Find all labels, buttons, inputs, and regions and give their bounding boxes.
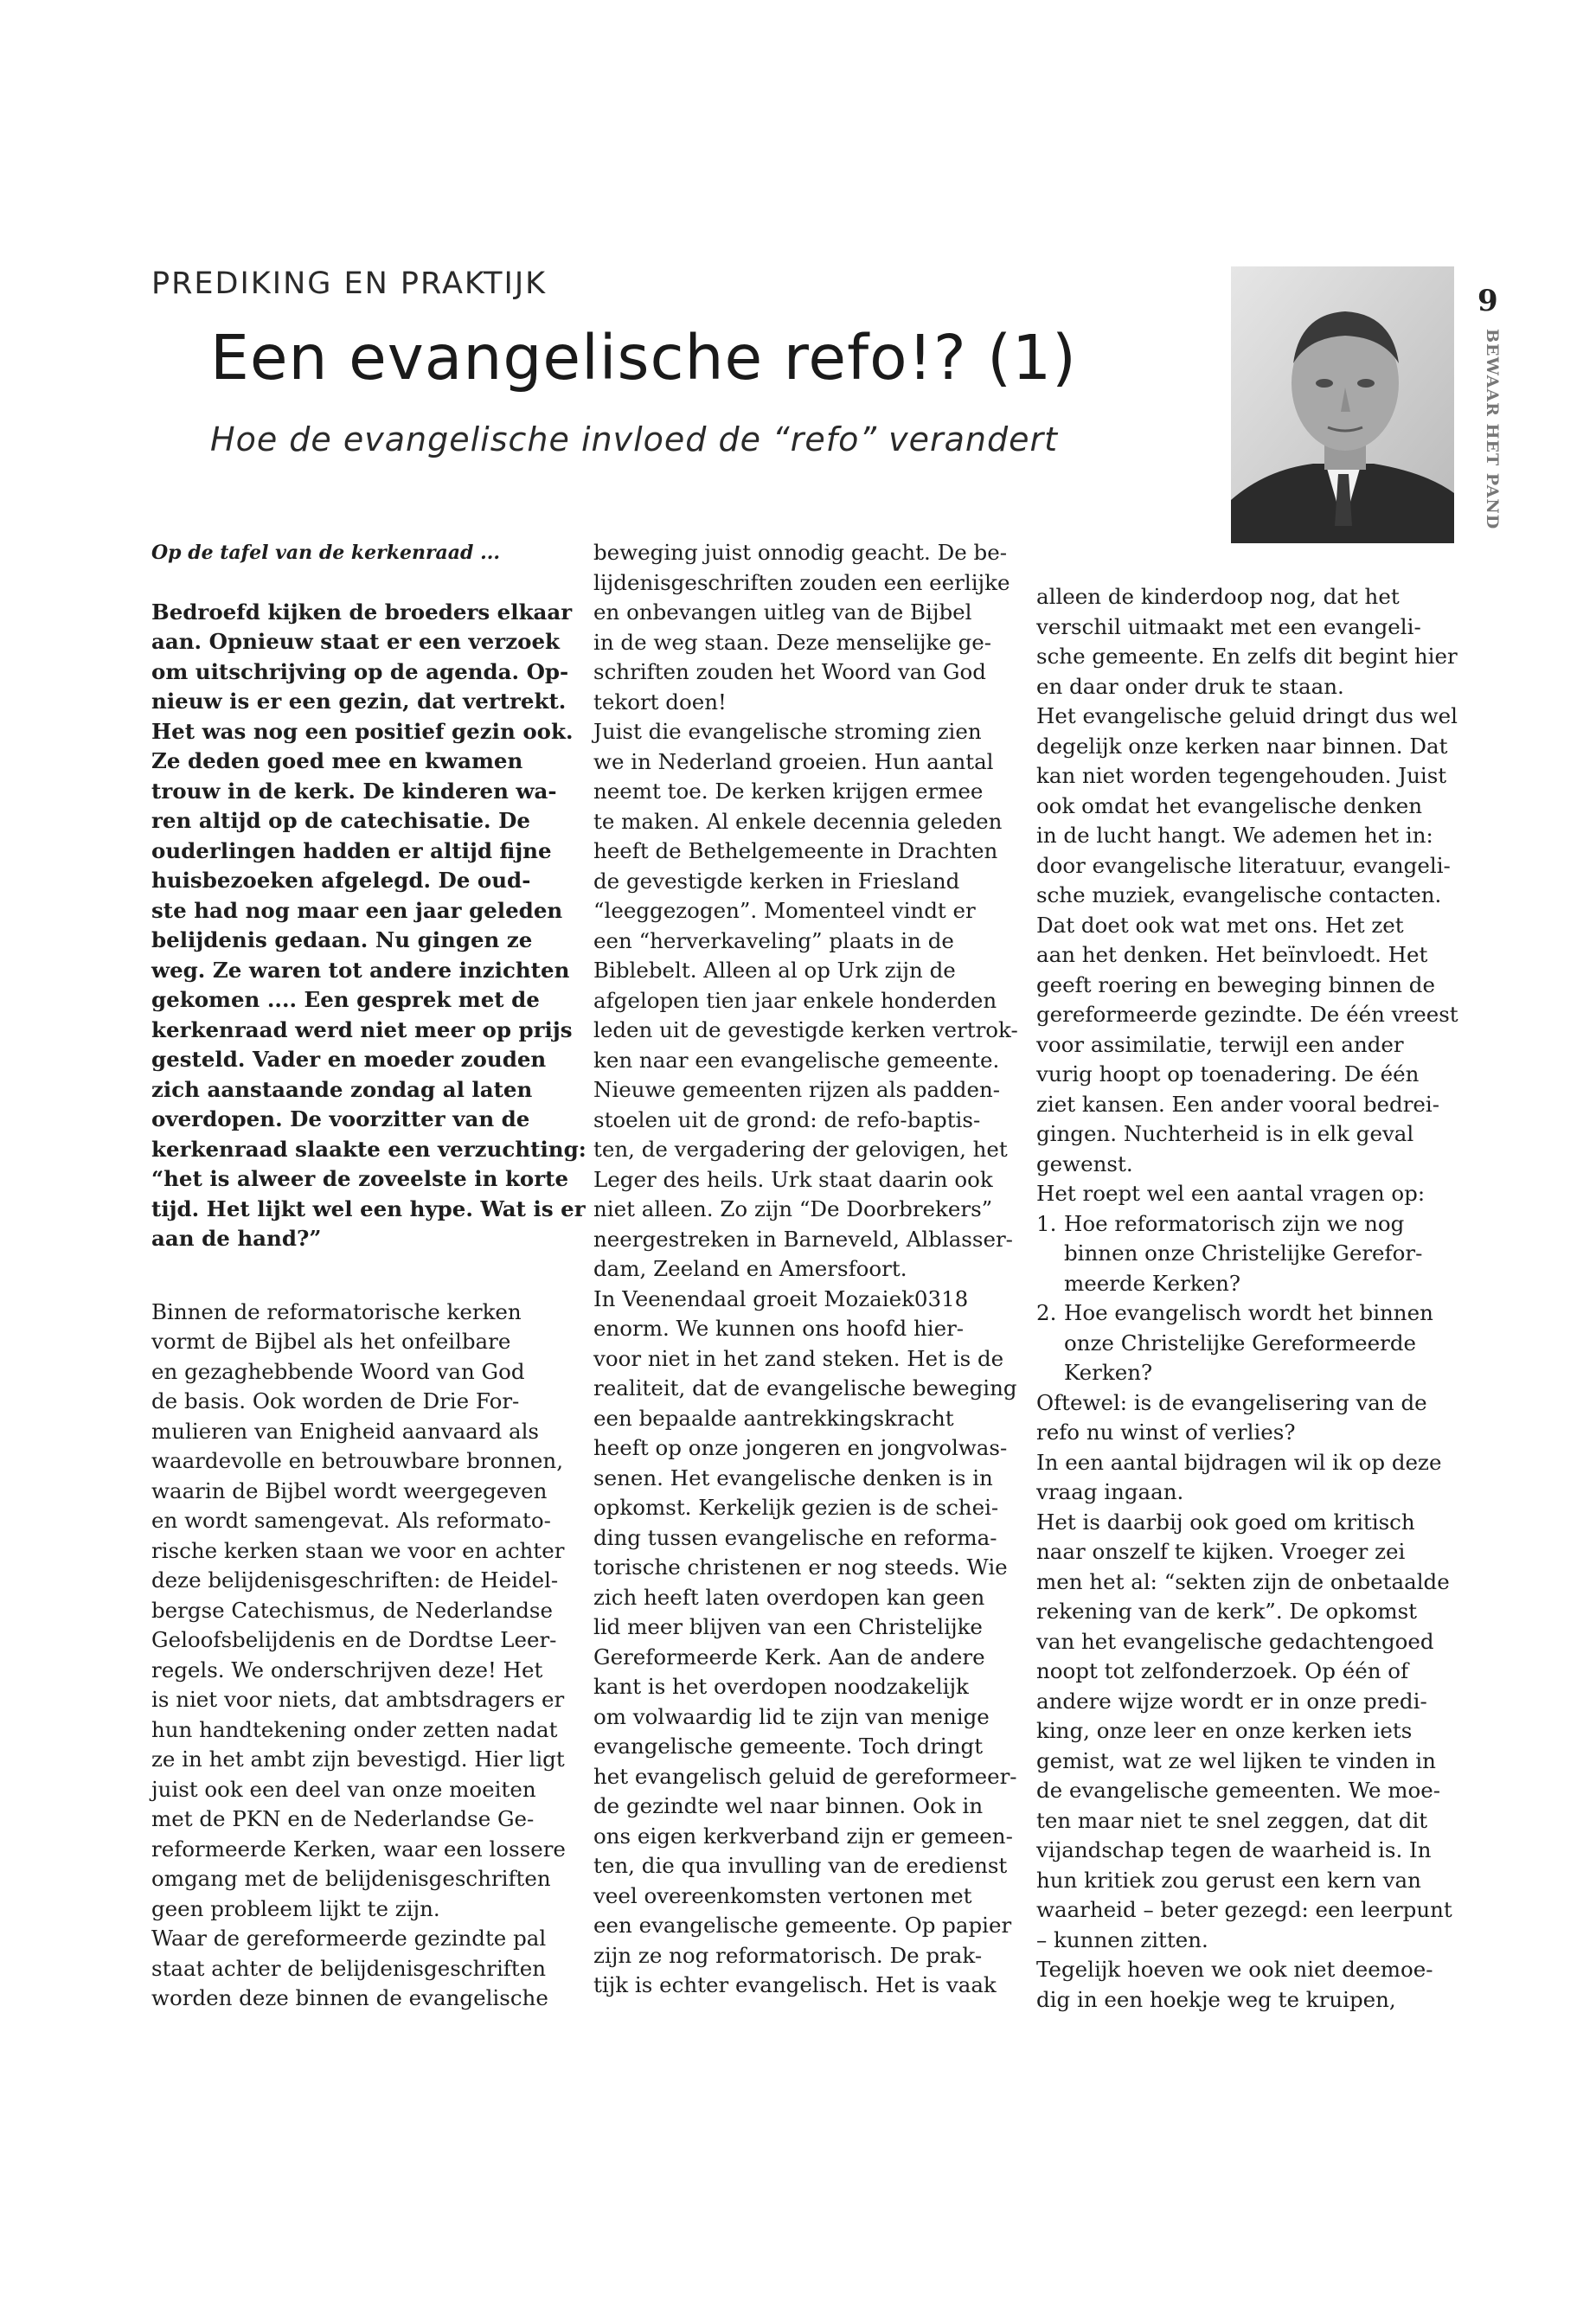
column-left	[151, 538, 586, 2014]
text-line: stoelen uit de grond: de refo-baptis-	[593, 1106, 981, 1132]
text-line: realiteit, dat de evangelische beweging	[593, 1375, 1017, 1400]
text-line: heeft de Bethelgemeente in Drachten	[593, 838, 998, 863]
text-line: binnen onze Christelijke Gerefor-	[1064, 1240, 1423, 1266]
text-line: lid meer blijven van een Christelijke	[593, 1614, 983, 1639]
column-middle	[593, 538, 1018, 2001]
text-line: ten, de vergadering der gelovigen, het	[593, 1137, 1008, 1162]
text-line: juist ook een deel van onze moeiten	[151, 1776, 536, 1802]
text-line: weg. Ze waren tot andere inzichten	[151, 957, 570, 983]
text-line: tijd. Het lijkt wel een hype. Wat is er	[151, 1195, 586, 1221]
text-line: gesteld. Vader en moeder zouden	[151, 1047, 547, 1072]
text-line: Het roept wel een aantal vragen op:	[1036, 1181, 1426, 1206]
text-line: ding tussen evangelische en reforma-	[593, 1524, 997, 1550]
text-line: ouderlingen hadden er altijd fijne	[151, 837, 552, 863]
text-line: ten maar niet te snel zeggen, dat dit	[1036, 1807, 1428, 1833]
text-line: vraag ingaan.	[1036, 1479, 1184, 1504]
text-line: Biblebelt. Alleen al op Urk zijn de	[593, 958, 956, 983]
text-line: van het evangelische gedachtengoed	[1036, 1628, 1434, 1654]
text-line: het evangelisch geluid de gereformeer-	[593, 1763, 1017, 1789]
text-line: kan niet worden tegengehouden. Juist	[1036, 763, 1447, 788]
text-line: met de PKN en de Nederlandse Ge-	[151, 1806, 535, 1831]
list-item	[1036, 1298, 1443, 1388]
text-line: Het was nog een positief gezin ook.	[151, 718, 574, 744]
text-line: en wordt samengevat. Als reformato-	[151, 1508, 551, 1533]
text-line: trouw in de kerk. De kinderen wa-	[151, 778, 557, 804]
running-head-text: BEWAAR HET PAND	[1483, 329, 1502, 530]
list-item	[1036, 1209, 1443, 1299]
text-line: kerkenraad werd niet meer op prijs	[151, 1016, 573, 1042]
text-line: zich aanstaande zondag al laten	[151, 1076, 533, 1102]
text-line: huisbezoeken afgelegd. De oud-	[151, 868, 531, 893]
text-line: Bedroefd kijken de broeders elkaar	[151, 599, 573, 625]
text-line: evangelische gemeente. Toch dringt	[593, 1734, 984, 1759]
text-line: gemist, wat ze wel lijken te vinden in	[1036, 1747, 1436, 1773]
text-line: Ze deden goed mee en kwamen	[151, 748, 523, 773]
text-line: Hoe evangelisch wordt het binnen	[1064, 1300, 1433, 1325]
text-line: torische christenen er nog steeds. Wie	[593, 1554, 1008, 1580]
text-line: mulieren van Enigheid aanvaard als	[151, 1418, 539, 1444]
text-line: Dat doet ook wat met ons. Het zet	[1036, 912, 1404, 938]
text-line: noopt tot zelfonderzoek. Op één of	[1036, 1658, 1409, 1683]
text-line: Hoe reformatorisch zijn we nog	[1064, 1210, 1405, 1236]
text-line: sche muziek, evangelische contacten.	[1036, 882, 1442, 907]
text-line: vormt de Bijbel als het onfeilbare	[151, 1329, 511, 1354]
text-line: Oftewel: is de evangelisering van de	[1036, 1389, 1427, 1415]
list-number: 2.	[1036, 1300, 1057, 1325]
text-line: veel overeenkomsten vertonen met	[593, 1882, 972, 1908]
text-line: te maken. Al enkele decennia geleden	[593, 808, 1003, 834]
text-line: lijdenisgeschriften zouden een eerlijke	[593, 569, 1010, 595]
text-line: men het al: “sekten zijn de onbetaalde	[1036, 1568, 1450, 1594]
text-line: de basis. Ook worden de Drie For-	[151, 1388, 520, 1413]
text-line: dig in een hoekje weg te kruipen,	[1036, 1986, 1396, 2012]
text-line: afgelopen tien jaar enkele honderden	[593, 987, 997, 1013]
text-line: Het is daarbij ook goed om kritisch	[1036, 1509, 1415, 1535]
text-line: vurig hoopt op toenadering. De één	[1036, 1061, 1420, 1086]
text-line: meerde Kerken?	[1064, 1270, 1241, 1296]
text-line: ziet kansen. Een ander vooral bedrei-	[1036, 1091, 1440, 1117]
text-line: beweging juist onnodig geacht. De be-	[593, 540, 1007, 565]
text-line: zijn ze nog reformatorisch. De prak-	[593, 1942, 983, 1968]
list-number: 1.	[1036, 1210, 1057, 1236]
text-line: alleen de kinderdoop nog, dat het	[1036, 584, 1400, 609]
text-line: nieuw is er een gezin, dat vertrekt.	[151, 689, 567, 714]
text-line: Geloofsbelijdenis en de Dordtse Leer-	[151, 1627, 557, 1652]
text-line: schriften zouden het Woord van God	[593, 659, 986, 684]
text-line: en gezaghebbende Woord van God	[151, 1358, 525, 1384]
running-head	[1474, 329, 1509, 528]
text-line: tijk is echter evangelisch. Het is vaak	[593, 1972, 997, 1997]
text-line: aan. Opnieuw staat er een verzoek	[151, 629, 561, 654]
text-line: waarin de Bijbel wordt weergegeven	[151, 1477, 548, 1503]
text-line: – kunnen zitten.	[1036, 1926, 1208, 1952]
text-line: leden uit de gevestigde kerken vertrok-	[593, 1017, 1018, 1042]
text-line: Waar de gereformeerde gezindte pal	[151, 1926, 547, 1951]
text-line: Gereformeerde Kerk. Aan de andere	[593, 1644, 985, 1670]
text-line: neemt toe. De kerken krijgen ermee	[593, 779, 984, 804]
text-line: overdopen. De voorzitter van de	[151, 1106, 530, 1131]
text-line: senen. Het evangelische denken is in	[593, 1465, 993, 1490]
text-line: gereformeerde gezindte. De één vreest	[1036, 1002, 1458, 1027]
text-line: opkomst. Kerkelijk gezien is de schei-	[593, 1495, 999, 1520]
text-line: in de lucht hangt. We ademen het in:	[1036, 823, 1433, 848]
text-line: waardevolle en betrouwbare bronnen,	[151, 1448, 563, 1473]
text-line: ste had nog maar een jaar geleden	[151, 897, 563, 923]
text-line: rische kerken staan we voor en achter	[151, 1537, 565, 1563]
text-line: verschil uitmaakt met een evangeli-	[1036, 613, 1421, 639]
text-line: In een aantal bijdragen wil ik op deze	[1036, 1449, 1442, 1475]
text-line: kerkenraad slaakte een verzuchting:	[151, 1136, 586, 1162]
text-line: Het evangelische geluid dringt dus wel	[1036, 703, 1458, 728]
text-line: een “herverkaveling” plaats in de	[593, 927, 954, 953]
text-line: ook omdat het evangelische denken	[1036, 792, 1422, 818]
text-line: in de weg staan. Deze menselijke ge-	[593, 629, 992, 655]
text-line: een evangelische gemeente. Op papier	[593, 1913, 1012, 1938]
text-line: ons eigen kerkverband zijn er gemeen-	[593, 1823, 1013, 1849]
text-line: de gevestigde kerken in Friesland	[593, 868, 960, 894]
text-line: Leger des heils. Urk staat daarin ook	[593, 1166, 993, 1192]
text-line: een bepaalde aantrekkingskracht	[593, 1405, 954, 1431]
text-line: kant is het overdopen noodzakelijk	[593, 1674, 969, 1699]
text-line: en onbevangen uitleg van de Bijbel	[593, 599, 972, 625]
text-line: degelijk onze kerken naar binnen. Dat	[1036, 733, 1448, 759]
text-line: ren altijd op de catechisatie. De	[151, 808, 530, 833]
text-line: ze in het ambt zijn bevestigd. Hier ligt	[151, 1747, 565, 1772]
text-line: “leeggezogen”. Momenteel vindt er	[593, 898, 976, 923]
article-subtitle: Hoe de evangelische invloed de “refo” verandert	[210, 420, 1059, 458]
section-label: PREDIKING EN PRAKTIJK	[151, 266, 548, 301]
text-line: refo nu winst of verlies?	[1036, 1420, 1296, 1445]
text-line: omgang met de belijdenisgeschriften	[151, 1866, 551, 1891]
text-line: voor niet in het zand steken. Het is de	[593, 1345, 1004, 1371]
text-line: Nieuwe gemeenten rijzen als padden-	[593, 1077, 1001, 1102]
text-line: is niet voor niets, dat ambtsdragers er	[151, 1687, 565, 1712]
text-line: In Veenendaal groeit Mozaiek0318	[593, 1285, 969, 1311]
text-line: regels. We onderschrijven deze! Het	[151, 1657, 543, 1682]
text-line: de evangelische gemeenten. We moe-	[1036, 1778, 1441, 1803]
text-line: bergse Catechismus, de Nederlandse	[151, 1597, 553, 1623]
article-title: Een evangelische refo!? (1)	[210, 322, 1077, 394]
text-line: de gezindte wel naar binnen. Ook in	[593, 1793, 984, 1818]
text-line: om uitschrijving op de agenda. Op-	[151, 658, 569, 684]
text-line: zich heeft laten overdopen kan geen	[593, 1584, 985, 1610]
text-line: Juist die evangelische stroming zien	[593, 719, 982, 744]
text-line: reformeerde Kerken, waar een lossere	[151, 1836, 566, 1862]
text-line: onze Christelijke Gereformeerde	[1064, 1330, 1417, 1356]
text-line: niet alleen. Zo zijn “De Doorbrekers”	[593, 1196, 993, 1221]
text-line: door evangelische literatuur, evangeli-	[1036, 852, 1451, 878]
body-text	[151, 1298, 566, 2014]
text-line: rekening van de kerk”. De opkomst	[1036, 1599, 1418, 1624]
lead-paragraph	[151, 598, 586, 1254]
text-line: staat achter de belijdenisgeschriften	[151, 1955, 547, 1981]
author-photo	[1231, 266, 1454, 543]
text-line: enorm. We kunnen ons hoofd hier-	[593, 1316, 965, 1341]
text-line: hun handtekening onder zetten nadat	[151, 1716, 558, 1742]
text-line: vijandschap tegen de waarheid is. In	[1036, 1837, 1432, 1862]
text-line: gewenst.	[1036, 1150, 1133, 1176]
text-line: naar onszelf te kijken. Vroeger zei	[1036, 1539, 1406, 1564]
text-line: belijdenis gedaan. Nu gingen ze	[151, 927, 533, 952]
text-line: ten, die qua invulling van de eredienst	[593, 1853, 1008, 1878]
text-line: aan de hand?”	[151, 1226, 322, 1251]
text-line: om volwaardig lid te zijn van menige	[593, 1703, 990, 1729]
text-line: Kerken?	[1064, 1360, 1153, 1385]
text-line: geen probleem lijkt te zijn.	[151, 1895, 440, 1921]
text-line: waarheid – beter gezegd: een leerpunt	[1036, 1897, 1452, 1922]
text-line: gekomen .... Een gesprek met de	[151, 987, 540, 1012]
text-line: hun kritiek zou gerust een kern van	[1036, 1867, 1421, 1893]
page-number: 9	[1477, 284, 1498, 318]
text-line: we in Nederland groeien. Hun aantal	[593, 748, 994, 774]
column-right	[1036, 582, 1458, 2015]
text-line: gingen. Nuchterheid is in elk geval	[1036, 1121, 1414, 1146]
text-line: “het is alweer de zoveelste in korte	[151, 1166, 569, 1191]
text-line: en daar onder druk te staan.	[1036, 673, 1344, 699]
text-line: heeft op onze jongeren en jongvolwas-	[593, 1435, 1008, 1460]
text-line: king, onze leer en onze kerken iets	[1036, 1718, 1413, 1743]
text-line: neergestreken in Barneveld, Alblasser-	[593, 1226, 1013, 1252]
text-line: voor assimilatie, terwijl een ander	[1036, 1031, 1404, 1057]
text-line: andere wijze wordt er in onze predi-	[1036, 1688, 1427, 1714]
text-line: deze belijdenisgeschriften: de Heidel-	[151, 1567, 559, 1593]
text-line: worden deze binnen de evangelische	[151, 1985, 548, 2010]
text-line: ken naar een evangelische gemeente.	[593, 1047, 1000, 1073]
text-line: Binnen de reformatorische kerken	[151, 1298, 522, 1324]
kicker: Op de tafel van de kerkenraad ...	[151, 542, 501, 564]
text-line: Tegelijk hoeven we ook niet deemoe-	[1036, 1957, 1433, 1982]
text-line: geeft roering en beweging binnen de	[1036, 971, 1435, 997]
text-line: sche gemeente. En zelfs dit begint hier	[1036, 644, 1458, 669]
text-line: dam, Zeeland en Amersfoort.	[593, 1256, 907, 1281]
text-line: tekort doen!	[593, 689, 727, 715]
text-line: aan het denken. Het beïnvloedt. Het	[1036, 942, 1428, 967]
